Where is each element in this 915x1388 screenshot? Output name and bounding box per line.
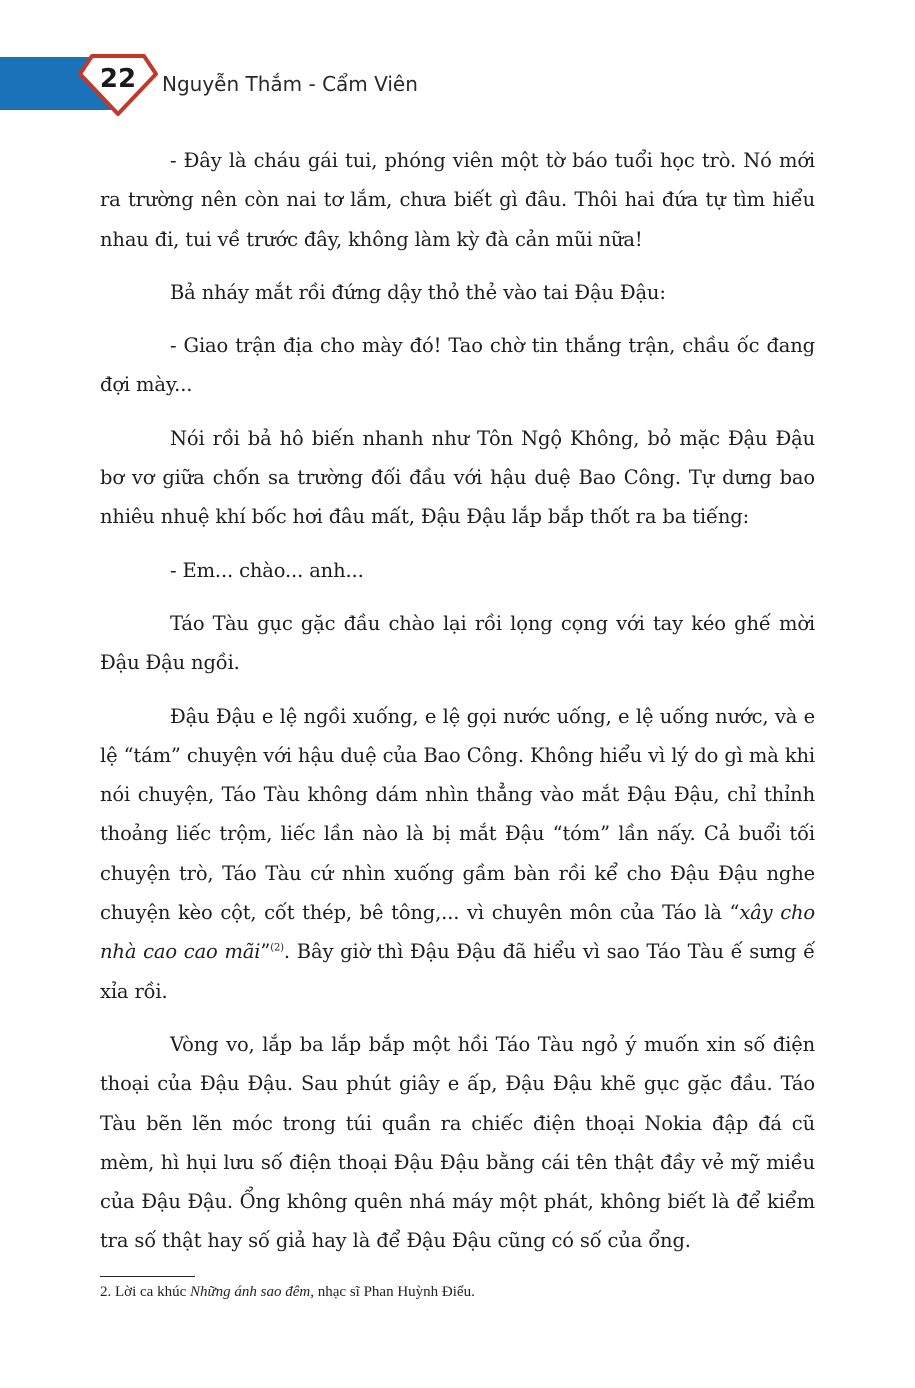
paragraph: Vòng vo, lắp ba lắp bắp một hồi Táo Tàu ngỏ ý muốn xin số điện thoại của Đậu Đậu. Sau phút giây e ấp, Đậu Đậu khẽ gục gặc đầu. Táo Tàu bẽn lẽn móc trong túi quần ra chiếc điện thoại Nokia đập đá cũ mèm, hì hụi lưu số điện thoại Đậu Đậu bằng cái tên thật đầy vẻ mỹ miều của Đậu Đậu. Ổng không quên nhá máy một phát, không biết là để kiểm tra số thật hay số giả hay là để Đậu Đậu cũng có số của ổng.	[100, 1032, 815, 1253]
page-number-badge	[78, 52, 158, 116]
footnote-song-title: Những ánh sao đêm	[190, 1284, 311, 1300]
close-quote: ”	[260, 940, 271, 964]
running-header-authors: Nguyễn Thắm - Cẩm Viên	[162, 72, 418, 96]
footnote	[100, 1284, 815, 1301]
book-body	[100, 141, 815, 1275]
footnote-reference[interactable]: (2)	[270, 942, 284, 954]
footnote-divider	[100, 1276, 195, 1277]
paragraph-text: . Bây giờ thì Đậu Đậu đã hiểu vì sao Táo Tàu ế sưng ế xỉa rồi.	[100, 940, 815, 1003]
paragraph: Táo Tàu gục gặc đầu chào lại rồi lọng cọng với tay kéo ghế mời Đậu Đậu ngồi.	[100, 611, 815, 675]
paragraph-with-footnote	[100, 697, 815, 1011]
footnote-suffix: , nhạc sĩ Phan Huỳnh Điểu.	[310, 1284, 475, 1300]
paragraph: Bả nháy mắt rồi đứng dậy thỏ thẻ vào tai Đậu Đậu:	[170, 280, 666, 304]
page-number: 22	[99, 64, 137, 94]
footnote-prefix: 2. Lời ca khúc	[100, 1284, 190, 1300]
paragraph: Nói rồi bả hô biến nhanh như Tôn Ngộ Không, bỏ mặc Đậu Đậu bơ vơ giữa chốn sa trường đối đầu với hậu duệ Bao Công. Tự dưng bao nhiêu nhuệ khí bốc hơi đâu mất, Đậu Đậu lắp bắp thốt ra ba tiếng:	[100, 426, 815, 529]
song-quote: xây cho nhà cao cao mãi	[100, 901, 815, 964]
paragraph: - Em... chào... anh...	[170, 558, 364, 582]
paragraph: - Giao trận địa cho mày đó! Tao chờ tin thắng trận, chầu ốc đang đợi mày...	[100, 334, 815, 397]
paragraph-text: Đậu Đậu e lệ ngồi xuống, e lệ gọi nước uống, e lệ uống nước, và e lệ “tám” chuyện với hậu duệ của Bao Công. Không hiểu vì lý do gì mà khi nói chuyện, Táo Tàu không dám nhìn thẳng vào mắt Đậu Đậu, chỉ thỉnh thoảng liếc trộm, liếc lần nào là bị mắt Đậu “tóm” lần nấy. Cả buổi tối chuyện trò, Táo Tàu cứ nhìn xuống gầm bàn rồi kể cho Đậu Đậu nghe chuyện kèo cột, cốt thép, bê tông,... vì chuyên môn của Táo là “	[100, 704, 815, 925]
paragraph: - Đây là cháu gái tui, phóng viên một tờ báo tuổi học trò. Nó mới ra trường nên còn nai tơ lắm, chưa biết gì đâu. Thôi hai đứa tự tìm hiểu nhau đi, tui về trước đây, không làm kỳ đà cản mũi nữa!	[100, 149, 815, 251]
